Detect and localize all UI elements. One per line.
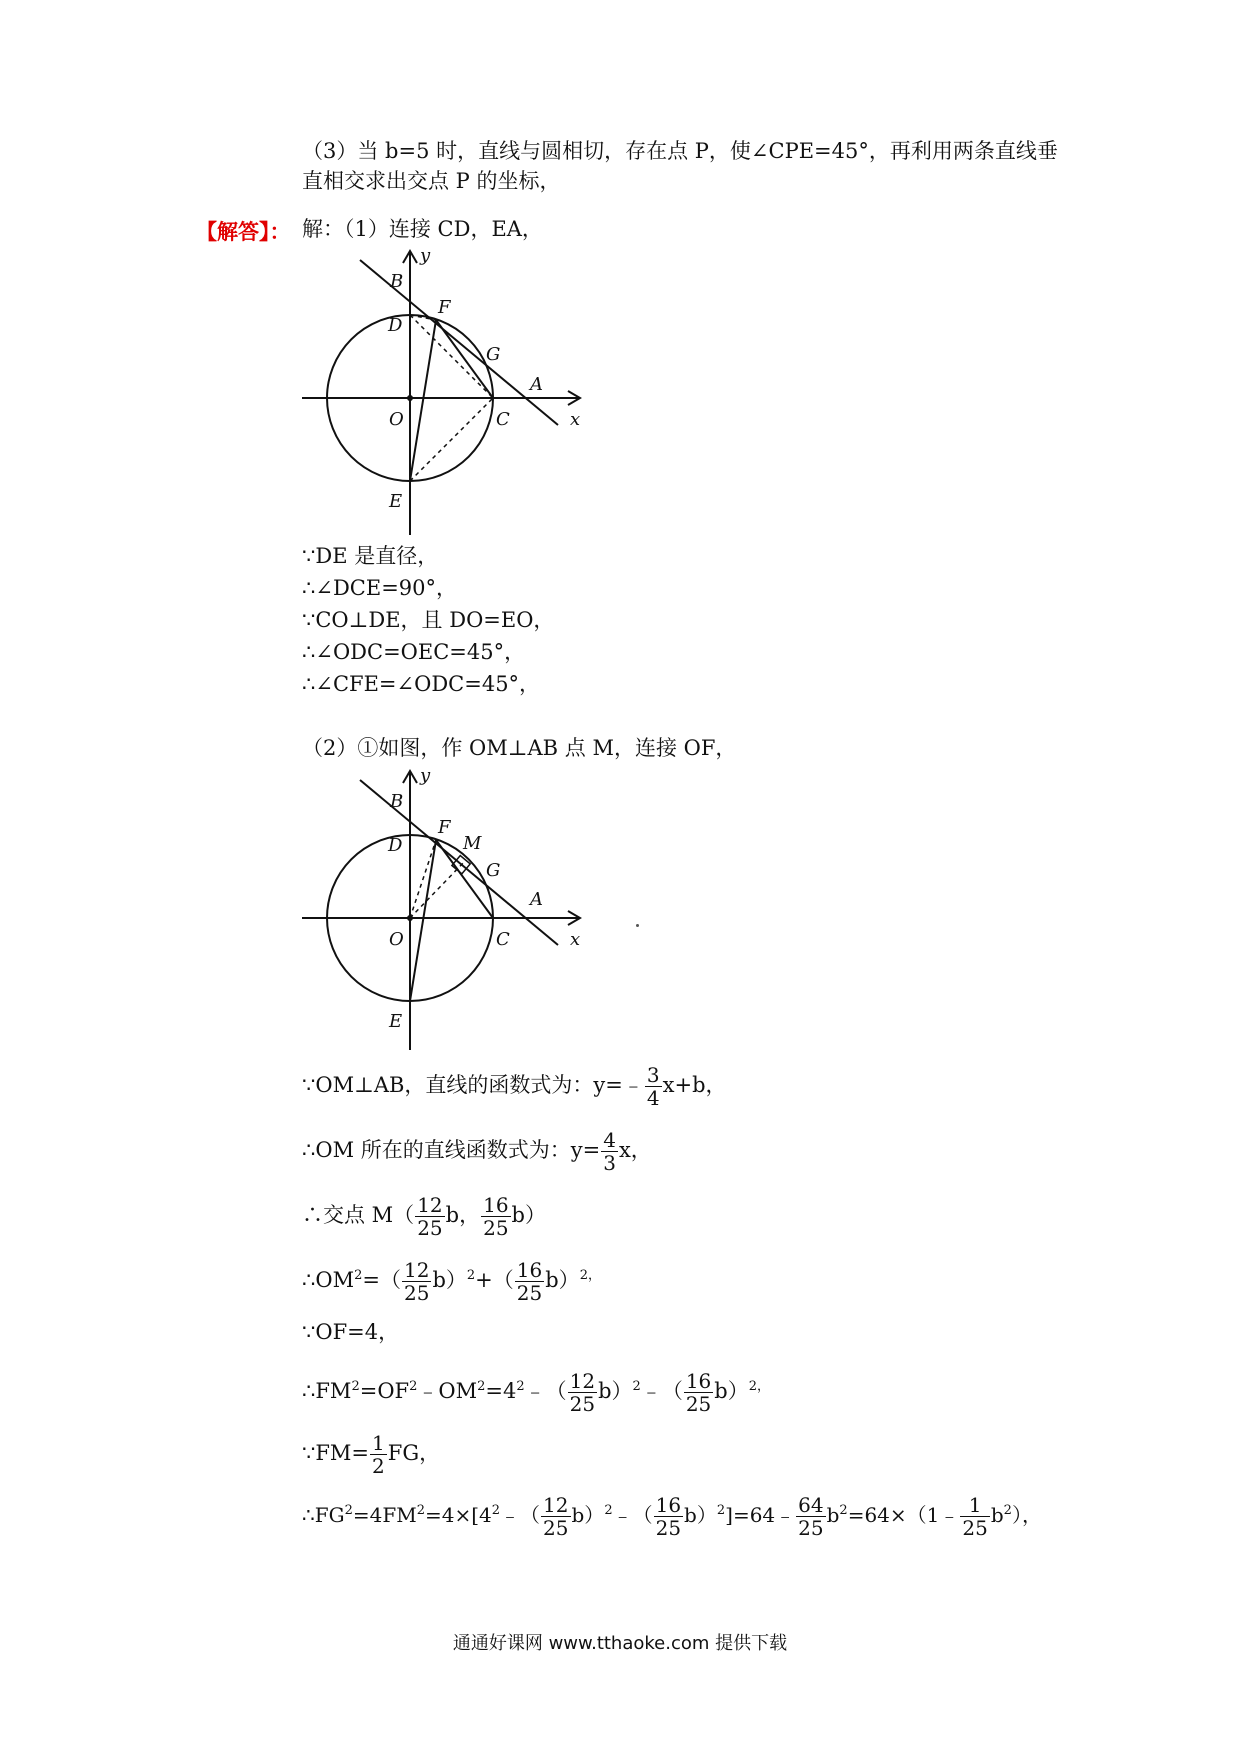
s7-b: FG， <box>387 1441 441 1465</box>
label-g: G <box>486 344 501 365</box>
stray-dot <box>636 924 639 927</box>
fraction-3-4: $\frac{3}{4}$ <box>646 1063 660 1110</box>
sq: 2 <box>344 1503 353 1518</box>
s8-f: ﹣（ <box>612 1503 653 1527</box>
figure-1-circle-diagram <box>290 245 600 540</box>
sol1-step-1: ∵DE 是直径， <box>302 544 439 568</box>
sq: 2 <box>416 1503 425 1518</box>
fraction-12-25: $\frac{12}{25}$ <box>417 1193 443 1240</box>
sol1-step-4: ∴∠ODC=OEC=45°， <box>302 640 526 664</box>
s8-l: ）， <box>1011 1503 1042 1527</box>
s8-j: =64×（1﹣ <box>847 1503 960 1527</box>
fraction-12-25: $\frac{12}{25}$ <box>543 1493 569 1540</box>
label-f: F <box>438 817 451 838</box>
label-m: M <box>463 833 482 854</box>
sq: 2 <box>1003 1503 1012 1518</box>
chord-dc <box>410 315 493 398</box>
s8-g: b） <box>684 1503 717 1527</box>
s1-b: x+b， <box>662 1073 727 1097</box>
label-b: B <box>390 271 404 292</box>
sq-comma: 2， <box>748 1379 771 1394</box>
s8-e: b） <box>571 1503 605 1527</box>
s6-b: =OF <box>359 1379 410 1403</box>
chord-fc <box>436 320 493 398</box>
label-x: x <box>570 929 581 950</box>
label-f: F <box>438 297 451 318</box>
sq: 2 <box>839 1503 848 1518</box>
s3-c: b） <box>511 1203 546 1227</box>
s6-a: ∴FM <box>302 1379 352 1403</box>
s8-h: ]=64﹣ <box>725 1503 796 1527</box>
s8-d: ﹣（ <box>500 1503 541 1527</box>
chord-fe <box>410 840 436 1001</box>
s8-a: ∴FG <box>302 1503 345 1527</box>
s4-e: b） <box>545 1268 580 1292</box>
label-y: y <box>420 765 431 786</box>
s4-c: b） <box>432 1268 467 1292</box>
fraction-64-25: $\frac{64}{25}$ <box>798 1493 824 1540</box>
sq: 2 <box>516 1379 525 1394</box>
s2-b: x， <box>618 1138 652 1162</box>
solution-part2-intro: （2）①如图，作 OM⊥AB 点 M，连接 OF， <box>302 736 737 760</box>
s6-c: ﹣OM <box>417 1379 478 1403</box>
label-a: A <box>530 889 543 910</box>
segment-of <box>410 840 436 918</box>
figure-2-circle-diagram <box>290 765 600 1055</box>
sq: 2 <box>477 1379 486 1394</box>
sq: 2 <box>604 1503 613 1518</box>
math-step-8 <box>302 1494 1042 1539</box>
origin-point <box>407 915 413 921</box>
math-step-5: ∵OF=4， <box>302 1320 400 1344</box>
fraction-12-25: $\frac{12}{25}$ <box>569 1369 596 1416</box>
label-o: O <box>389 929 404 950</box>
label-a: A <box>530 374 543 395</box>
label-b: B <box>390 791 404 812</box>
part3-hint-line2: 直相交求出交点 P 的坐标， <box>302 169 561 193</box>
label-c: C <box>496 929 510 950</box>
label-d: D <box>388 835 403 856</box>
label-d: D <box>388 315 403 336</box>
fraction-16-25: $\frac{16}{25}$ <box>655 1493 682 1540</box>
sol1-step-3: ∵CO⊥DE，且 DO=EO， <box>302 608 555 632</box>
chord-ec <box>410 398 493 481</box>
s3-a: ∴交点 M（ <box>302 1203 415 1227</box>
s7-a: ∵FM= <box>302 1441 370 1465</box>
part3-hint-line1: （3）当 b=5 时，直线与圆相切，存在点 P，使∠CPE=45°，再利用两条直线垂 <box>302 139 1058 163</box>
sq: 2 <box>354 1268 363 1283</box>
math-step-3 <box>302 1194 546 1239</box>
s4-b: =（ <box>362 1268 401 1292</box>
sol1-step-5: ∴∠CFE=∠ODC=45°， <box>302 672 541 696</box>
sol1-step-2: ∴∠DCE=90°， <box>302 576 458 600</box>
label-x: x <box>570 409 581 430</box>
label-y: y <box>420 245 431 266</box>
math-step-4 <box>302 1259 601 1304</box>
solution-part1-intro: 解：（1）连接 CD，EA， <box>302 217 543 241</box>
fraction-16-25: $\frac{16}{25}$ <box>685 1369 712 1416</box>
origin-point <box>407 395 413 401</box>
sq: 2 <box>491 1503 501 1518</box>
label-o: O <box>389 409 404 430</box>
s6-g: ﹣（ <box>640 1379 683 1403</box>
s6-e: ﹣（ <box>524 1379 567 1403</box>
sq-comma: 2， <box>579 1268 601 1283</box>
s8-c: =4×[4 <box>424 1503 492 1527</box>
math-step-7 <box>302 1432 440 1477</box>
s3-b: b， <box>445 1203 481 1227</box>
s8-b: =4FM <box>352 1503 417 1527</box>
s8-k: b <box>990 1503 1004 1527</box>
fraction-16-25: $\frac{16}{25}$ <box>516 1258 543 1305</box>
math-step-6 <box>302 1370 770 1415</box>
sq: 2 <box>351 1379 360 1394</box>
fraction-4-3: $\frac{4}{3}$ <box>603 1128 616 1175</box>
label-e: E <box>389 1011 403 1032</box>
math-step-1 <box>302 1064 727 1109</box>
s6-h: b） <box>714 1379 749 1403</box>
sq: 2 <box>716 1503 726 1518</box>
s2-a: ∴OM 所在的直线函数式为：y= <box>302 1138 601 1162</box>
label-g: G <box>486 860 501 881</box>
label-e: E <box>389 491 403 512</box>
page-footer: 通通好课网 www.tthaoke.com 提供下载 <box>452 1633 788 1654</box>
fraction-16-25: $\frac{16}{25}$ <box>483 1193 509 1240</box>
sq: 2 <box>466 1268 476 1283</box>
chord-fe <box>410 320 436 481</box>
s6-d: =4 <box>485 1379 517 1403</box>
label-c: C <box>496 409 510 430</box>
answer-label: 【解答】： <box>196 220 291 244</box>
s6-f: b） <box>598 1379 633 1403</box>
s1-a: ∵OM⊥AB，直线的函数式为：y=﹣ <box>302 1073 644 1097</box>
sq: 2 <box>409 1379 418 1394</box>
fraction-1-25: $\frac{1}{25}$ <box>962 1493 988 1540</box>
s4-d: +（ <box>475 1268 514 1292</box>
fraction-1-2: $\frac{1}{2}$ <box>372 1431 385 1478</box>
s8-i: b <box>826 1503 840 1527</box>
fraction-12-25: $\frac{12}{25}$ <box>403 1258 430 1305</box>
sq: 2 <box>632 1379 641 1394</box>
s4-a: ∴OM <box>302 1268 355 1292</box>
math-step-2 <box>302 1129 652 1174</box>
